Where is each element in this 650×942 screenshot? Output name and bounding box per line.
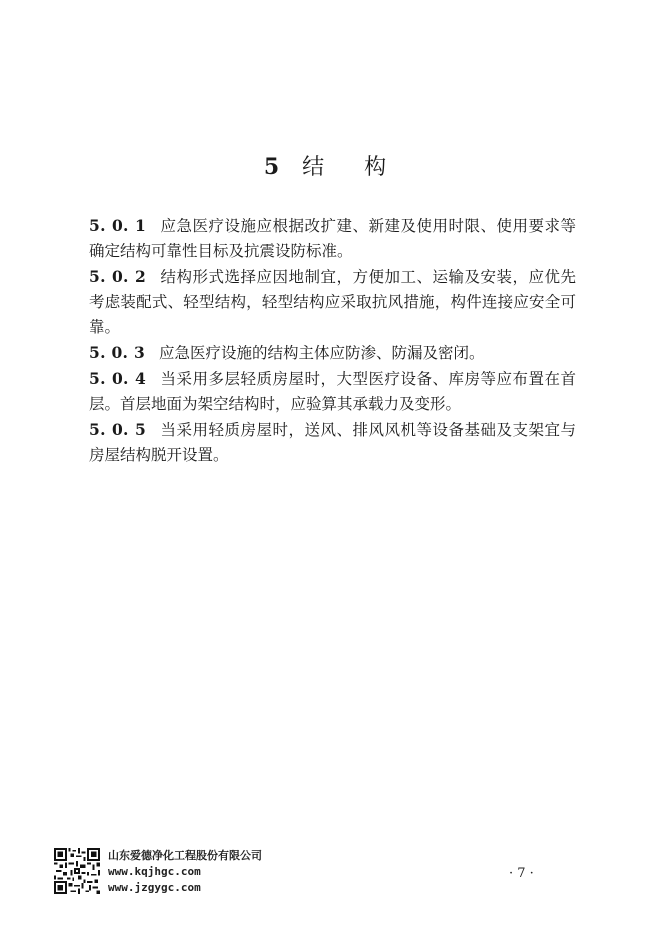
- clause-text: 应急医疗设施应根据改扩建、新建及使用时限、使用要求等确定结构可靠性目标及抗震设防标准。: [89, 217, 576, 260]
- clause-5-0-2: [89, 264, 576, 340]
- clause-number: 5. 0. 3: [89, 343, 146, 362]
- clause-5-0-3: [89, 340, 576, 366]
- qr-code-icon: [54, 848, 100, 894]
- clause-text: 当采用轻质房屋时，送风、排风风机等设备基础及支架宜与房屋结构脱开设置。: [89, 421, 576, 464]
- clause-number: 5. 0. 1: [89, 216, 147, 235]
- chapter-number: 5: [263, 154, 281, 180]
- clause-text: 结构形式选择应因地制宜，方便加工、运输及安装，应优先考虑装配式、轻型结构，轻型结构应采取抗风措施，构件连接应安全可靠。: [89, 268, 576, 336]
- clause-5-0-5: [89, 417, 576, 468]
- clause-number: 5. 0. 5: [89, 420, 147, 439]
- company-name: 山东爱德净化工程股份有限公司: [108, 849, 262, 862]
- clause-text: 应急医疗设施的结构主体应防渗、防漏及密闭。: [159, 344, 485, 362]
- chapter-title: [0, 150, 650, 181]
- clause-number: 5. 0. 2: [89, 267, 147, 286]
- clause-list: [89, 213, 576, 468]
- company-url-2: www.jzgygc.com: [108, 881, 201, 894]
- company-info: [108, 848, 262, 896]
- page-footer: [54, 848, 574, 898]
- clause-5-0-4: [89, 366, 576, 417]
- clause-5-0-1: [89, 213, 576, 264]
- page-number: · 7 ·: [509, 866, 534, 881]
- clause-number: 5. 0. 4: [89, 369, 147, 388]
- company-url-1: www.kqjhgc.com: [108, 865, 201, 878]
- clause-text: 当采用多层轻质房屋时，大型医疗设备、库房等应布置在首层。首层地面为架空结构时，应验算其承载力及变形。: [89, 370, 576, 413]
- chapter-name: 结构: [302, 155, 427, 180]
